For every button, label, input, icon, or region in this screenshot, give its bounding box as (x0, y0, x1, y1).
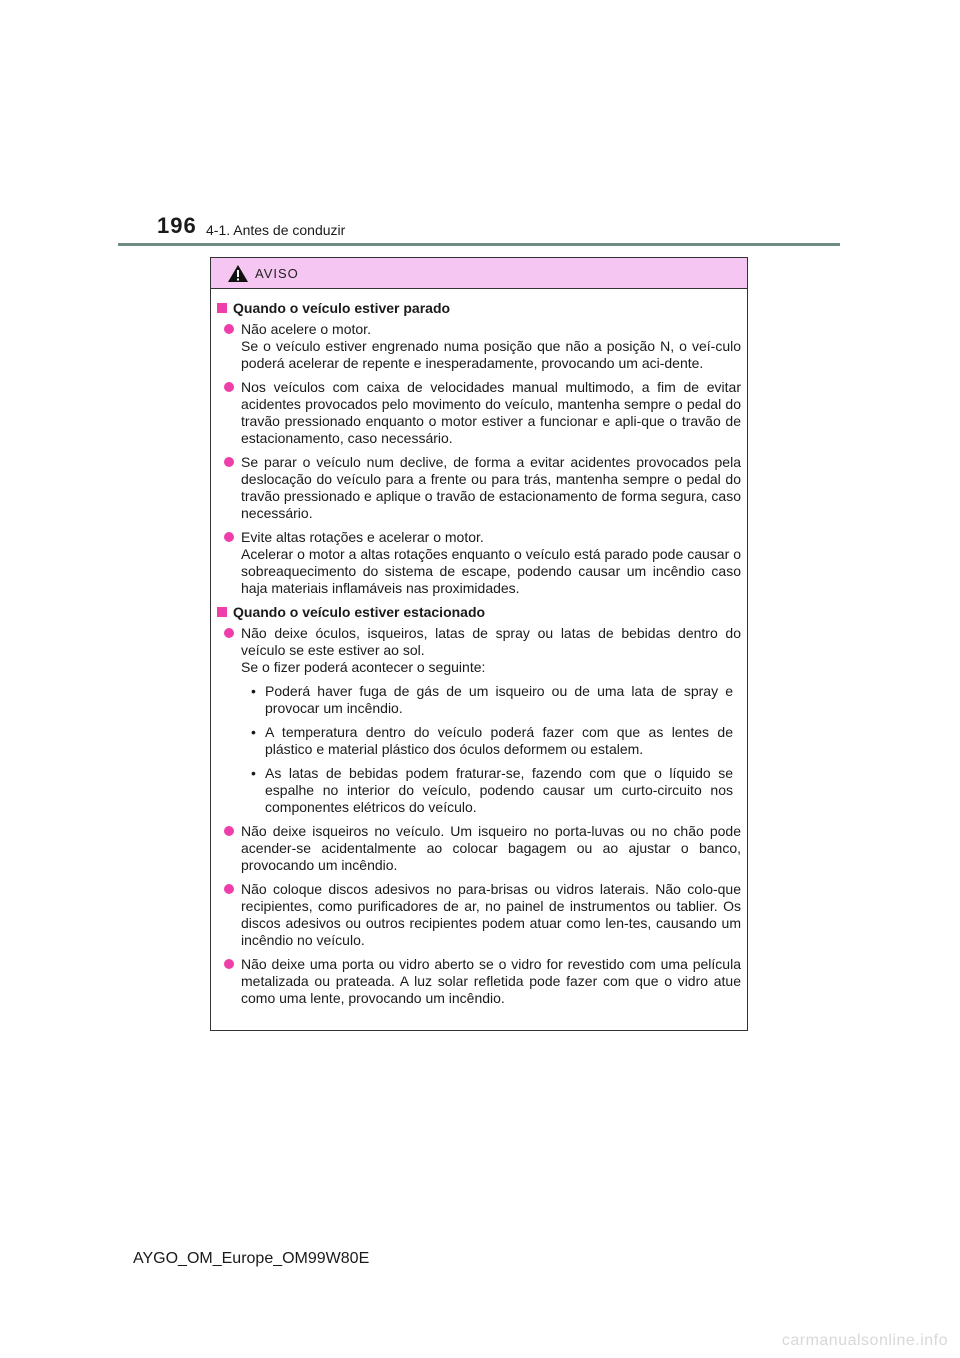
watermark: carmanualsonline.info (781, 1332, 948, 1349)
warning-item (217, 529, 741, 597)
page-number: 196 (157, 213, 197, 238)
circle-bullet-icon (224, 628, 234, 638)
dot-bullet-icon: • (251, 683, 256, 699)
warning-item-text (241, 625, 741, 816)
warning-item (217, 823, 741, 874)
paragraph: Se o fizer poderá acontecer o seguinte: (241, 659, 486, 675)
dot-bullet-icon: • (251, 724, 256, 740)
paragraph: Acelerar o motor a altas rotações enquanto o veículo está parado pode causar o sobreaquecimento do sistema de escape, podendo causar um incêndio caso haja materiais inflamáveis nas proximidades. (241, 546, 741, 596)
circle-bullet-icon (224, 457, 234, 467)
sub-list-item (241, 683, 741, 717)
circle-bullet-icon (224, 884, 234, 894)
square-bullet-icon (217, 607, 227, 617)
sub-list-text: Poderá haver fuga de gás de um isqueiro ou de uma lata de spray e provocar um incêndio. (265, 683, 733, 716)
document-code: AYGO_OM_Europe_OM99W80E (133, 1250, 370, 1267)
warning-item (217, 625, 741, 816)
section-heading (217, 604, 741, 621)
paragraph: Não acelere o motor. (241, 321, 371, 337)
circle-bullet-icon (224, 382, 234, 392)
paragraph: Se parar o veículo num declive, de forma a evitar acidentes provocados pela deslocação do veículo para a frente ou para trás, mantenha sempre o pedal do travão pressionado e aplique o travão de estacionamento de forma segura, caso necessário. (241, 454, 741, 521)
warning-box (210, 257, 748, 1031)
warning-item (217, 454, 741, 522)
square-bullet-icon (217, 303, 227, 313)
circle-bullet-icon (224, 959, 234, 969)
section-title: 4-1. Antes de conduzir (206, 222, 346, 238)
sub-list-text: As latas de bebidas podem fraturar-se, fazendo com que o líquido se espalhe no interior do veículo, podendo causar um curto-circuito nos componentes elétricos do veículo. (265, 765, 733, 815)
section-heading-text: Quando o veículo estiver estacionado (233, 604, 486, 620)
paragraph: Não deixe óculos, isqueiros, latas de spray ou latas de bebidas dentro do veículo se este estiver ao sol. (241, 625, 741, 658)
paragraph: Se o veículo estiver engrenado numa posição que não a posição N, o veí-culo poderá acelerar de repente e inesperadamente, provocando um aci-dente. (241, 338, 741, 371)
warning-item (217, 379, 741, 447)
warning-item-text (241, 823, 741, 874)
circle-bullet-icon (224, 324, 234, 334)
warning-item (217, 881, 741, 949)
paragraph: Não deixe uma porta ou vidro aberto se o vidro for revestido com uma película metalizada ou prateada. A luz solar refletida pode fazer com que o vidro atue como uma lente, provocando um incêndio. (241, 956, 741, 1006)
paragraph: Evite altas rotações e acelerar o motor. (241, 529, 484, 545)
dot-bullet-icon: • (251, 765, 256, 781)
warning-header (211, 258, 747, 289)
warning-body (211, 289, 747, 1007)
warning-item (217, 321, 741, 372)
sub-list-item (241, 724, 741, 758)
warning-item-text (241, 321, 741, 372)
warning-label: AVISO (255, 265, 299, 281)
warning-item-text (241, 956, 741, 1007)
circle-bullet-icon (224, 532, 234, 542)
header-divider (118, 243, 840, 246)
circle-bullet-icon (224, 826, 234, 836)
paragraph: Não coloque discos adesivos no para-brisas ou vidros laterais. Não colo-que recipientes, como purificadores de ar, no painel de instrumentos ou tablier. Os discos adesivos ou outros recipientes podem atuar como len-tes, causando um incêndio no veículo. (241, 881, 741, 948)
warning-item-text (241, 529, 741, 597)
paragraph: Não deixe isqueiros no veículo. Um isqueiro no porta-luvas ou no chão pode acender-se acidentalmente ao colocar bagagem ou ao ajustar o banco, provocando um incêndio. (241, 823, 741, 873)
paragraph: Nos veículos com caixa de velocidades manual multimodo, a fim de evitar acidentes provocados pelo movimento do veículo, mantenha sempre o pedal do travão pressionado enquanto o motor estiver a funcionar e apli-que o travão de estacionamento, caso necessário. (241, 379, 741, 446)
sub-list-item (241, 765, 741, 816)
section-heading (217, 300, 741, 317)
warning-item-text (241, 881, 741, 949)
warning-triangle-icon (227, 264, 249, 283)
warning-item-text (241, 379, 741, 447)
section-heading-text: Quando o veículo estiver parado (233, 300, 451, 316)
sub-list-text: A temperatura dentro do veículo poderá fazer com que as lentes de plástico e material plástico dos óculos deformem ou estalem. (265, 724, 733, 757)
warning-item-text (241, 454, 741, 522)
warning-item (217, 956, 741, 1007)
